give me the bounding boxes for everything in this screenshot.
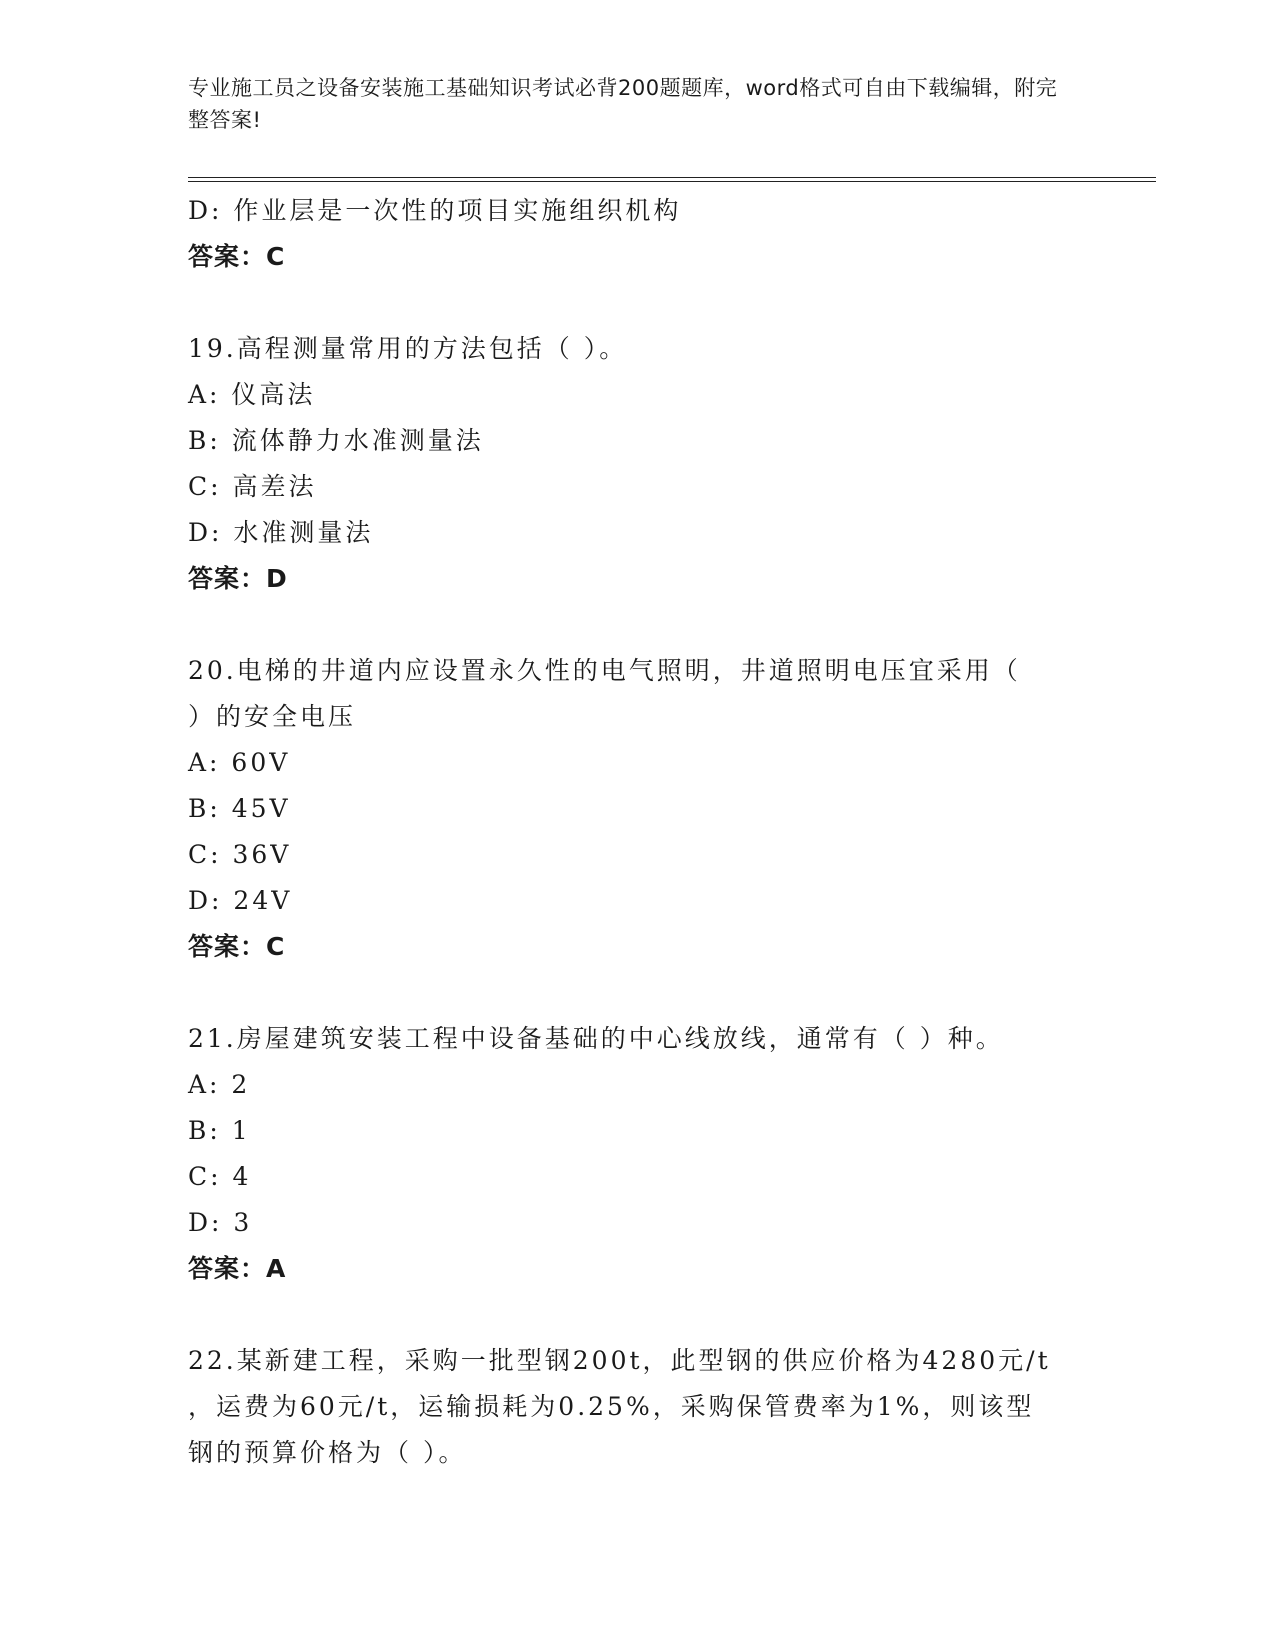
question-19-option-b: B: 流体静力水准测量法 xyxy=(188,426,484,455)
option-d: D: 作业层是一次性的项目实施组织机构 xyxy=(188,196,682,225)
question-22-text-line2: ，运费为60元/t，运输损耗为0.25%，采购保管费率为1%，则该型 xyxy=(188,1392,1035,1421)
question-19-option-a: A: 仪高法 xyxy=(188,380,316,409)
question-19-option-c: C: 高差法 xyxy=(188,472,317,501)
question-20-text-line2: ）的安全电压 xyxy=(188,702,357,731)
question-20-option-c: C: 36V xyxy=(188,840,292,869)
question-21-option-c: C: 4 xyxy=(188,1162,252,1191)
question-19-option-d: D: 水准测量法 xyxy=(188,518,374,547)
document-header-title: 专业施工员之设备安装施工基础知识考试必背200题题库，word格式可自由下载编辑，附完整答案! xyxy=(188,76,1058,132)
question-20-option-d: D: 24V xyxy=(188,886,293,915)
question-20-option-a: A: 60V xyxy=(188,748,291,777)
question-21-answer: 答案：A xyxy=(188,1254,287,1283)
question-21-text: 21.房屋建筑安装工程中设备基础的中心线放线，通常有（ ）种。 xyxy=(188,1024,1004,1053)
question-20-option-b: B: 45V xyxy=(188,794,291,823)
question-21-option-a: A: 2 xyxy=(188,1070,251,1099)
question-21-option-d: D: 3 xyxy=(188,1208,253,1237)
spacer xyxy=(188,602,1088,648)
answer-line: 答案：C xyxy=(188,242,286,271)
spacer xyxy=(188,1292,1088,1338)
question-22-text-line3: 钢的预算价格为（ ）。 xyxy=(188,1438,467,1467)
question-22-text-line1: 22.某新建工程，采购一批型钢200t，此型钢的供应价格为4280元/t xyxy=(188,1346,1051,1375)
question-20-text-line1: 20.电梯的井道内应设置永久性的电气照明，井道照明电压宜采用（ xyxy=(188,656,1021,685)
spacer xyxy=(188,280,1088,326)
spacer xyxy=(188,970,1088,1016)
document-body xyxy=(188,188,1088,1476)
header-divider xyxy=(188,177,1156,182)
question-21-option-b: B: 1 xyxy=(188,1116,251,1145)
question-19-text: 19.高程测量常用的方法包括（ ）。 xyxy=(188,334,628,363)
question-19-answer: 答案：D xyxy=(188,564,288,593)
question-20-answer: 答案：C xyxy=(188,932,286,961)
